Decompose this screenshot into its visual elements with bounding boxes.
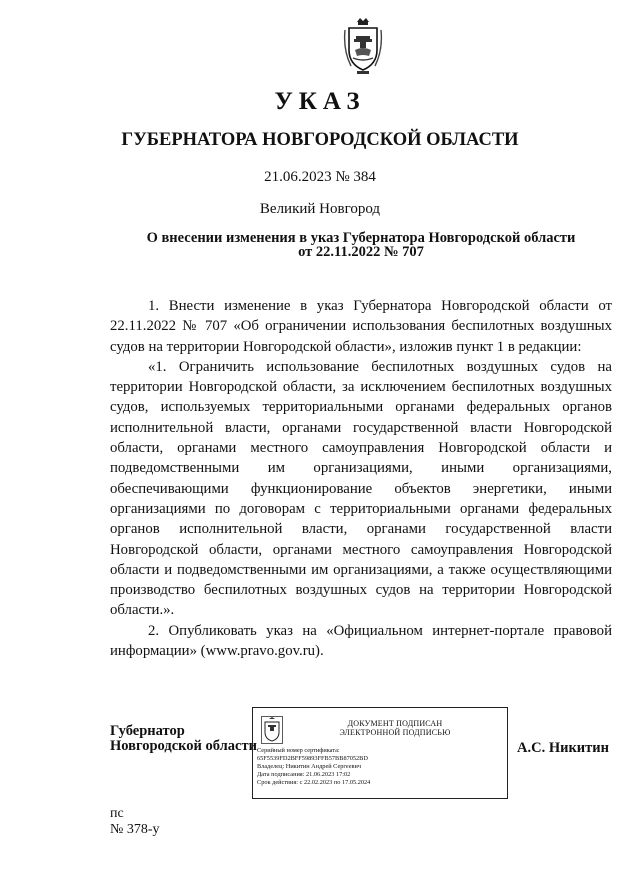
cert-label: Серийный номер сертификата: xyxy=(257,747,340,754)
cert-number: 65F5539FD2BFF59893FFB57BB87052BD xyxy=(257,755,368,762)
cert-validity: Срок действия: с 22.02.2023 по 17.05.2024 xyxy=(257,779,371,786)
cert-owner: Владелец: Никитин Андрей Сергеевич xyxy=(257,763,362,770)
stamp-details xyxy=(257,747,503,787)
stamp-title-line: ДОКУМЕНТ ПОДПИСАН xyxy=(347,719,443,728)
position-line: Новгородской области xyxy=(110,738,257,754)
signatory-name: А.С. Никитин xyxy=(517,740,609,756)
position-line: Губернатор xyxy=(110,723,185,739)
body-paragraph: «1. Ограничить использование беспилотных воздушных судов на территории Новгородской области, за исключением беспилотных воздушных судов, используемых территориальными органами федеральных органов исполнительной власти, органами государственной власти Новгородской области, органами местного самоуправления Новгородской области и подведомственными им организациями, иными организациями, обеспечивающими функционирование объектов энергетики, иными организациями по договорам с территориальными органами федеральных органов исполнительной власти, органами государственной власти Новгородской области, органами местного самоуправления Новгородской области и подведомственными им организациями, а также осуществляющими производство беспилотных воздушных судов на территории Новгородской области.». xyxy=(110,358,612,619)
document-title: УКАЗ xyxy=(274,88,366,115)
registration-number: № 378-у xyxy=(110,822,160,837)
subject-line: О внесении изменения в указ Губернатора Новгородской области xyxy=(146,230,576,246)
coat-of-arms-icon xyxy=(261,716,283,744)
executor-initials: пс xyxy=(110,806,124,821)
body-paragraph: 2. Опубликовать указ на «Официальном интернет-портале правовой информации» (www.pravo.gov.ru). xyxy=(110,622,612,660)
signatory-position xyxy=(110,724,257,754)
stamp-title-line: ЭЛЕКТРОННОЙ ПОДПИСЬЮ xyxy=(339,728,451,737)
stamp-title xyxy=(287,719,503,737)
document-footer xyxy=(110,806,160,838)
document-body xyxy=(110,296,612,661)
subject-line: от 22.11.2022 № 707 xyxy=(298,244,424,260)
signed-date: Дата подписания: 21.06.2023 17:02 xyxy=(257,771,351,778)
date-number: 21.06.2023 № 384 xyxy=(264,169,376,185)
e-signature-stamp xyxy=(252,707,508,799)
document-subtitle: ГУБЕРНАТОРА НОВГОРОДСКОЙ ОБЛАСТИ xyxy=(121,130,519,150)
coat-of-arms-icon xyxy=(343,16,383,76)
body-paragraph: 1. Внести изменение в указ Губернатора Новгородской области от 22.11.2022 № 707 «Об ограничении использования беспилотных воздушных судов на территории Новгородской области», изложив пункт 1 в редакции: xyxy=(110,298,612,355)
city-name: Великий Новгород xyxy=(259,201,381,217)
document-subject xyxy=(130,231,592,259)
